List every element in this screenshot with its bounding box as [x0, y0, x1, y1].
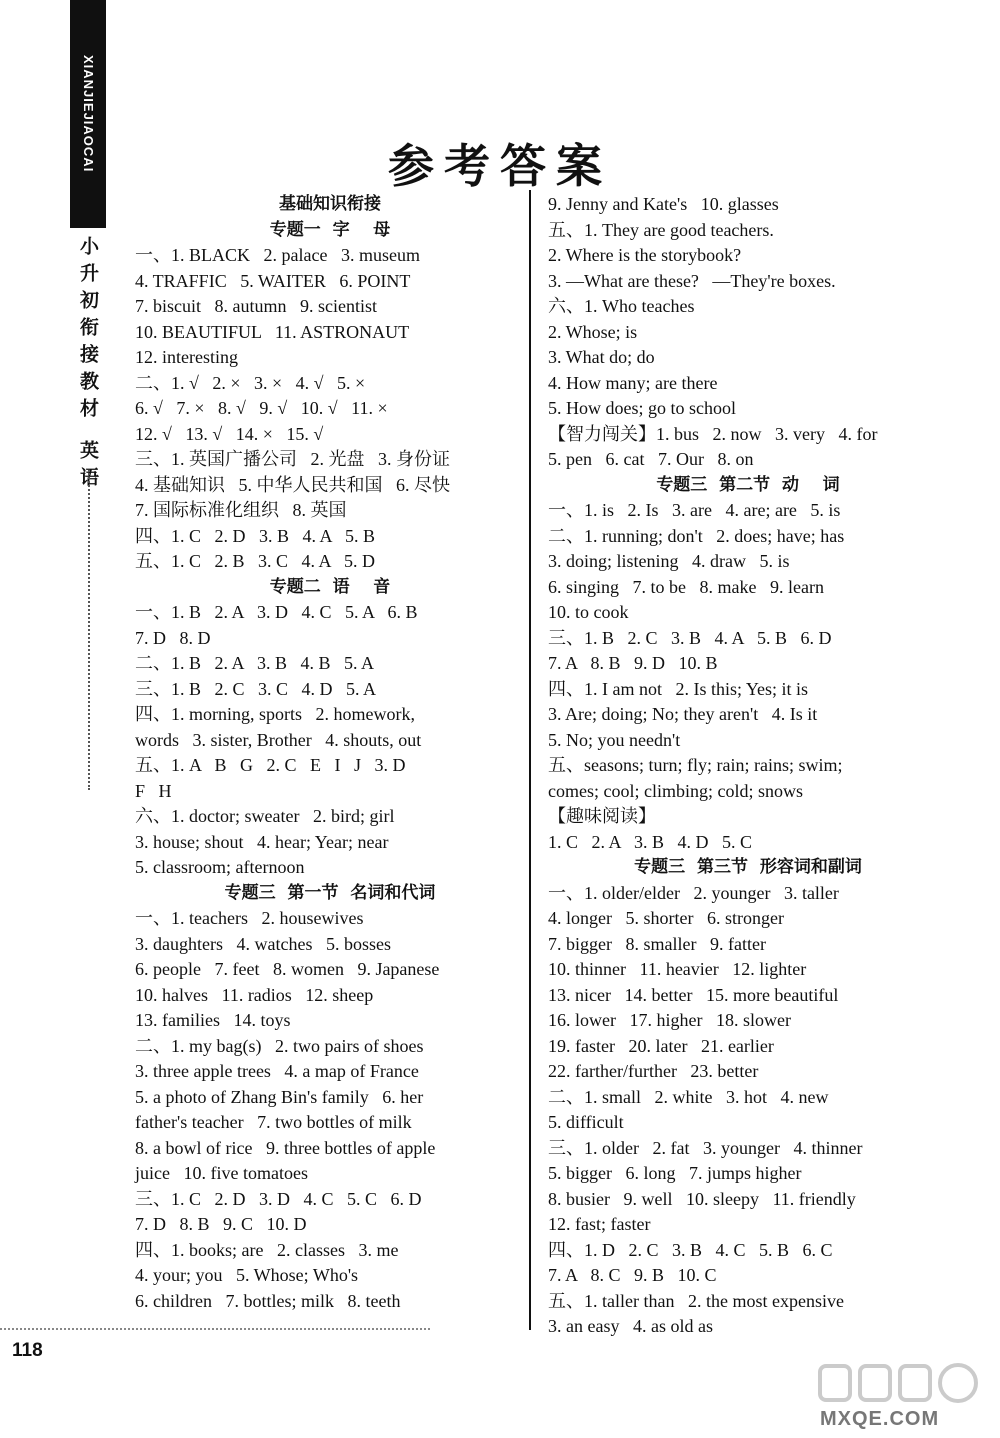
answer-line: 2. Where is the storybook?: [548, 245, 742, 265]
answer-line: 五、1. C 2. B 3. C 4. A 5. D: [135, 551, 376, 571]
answer-line: comes; cool; climbing; cold; snows: [548, 780, 803, 801]
answer-line: 六、1. doctor; sweater 2. bird; girl: [135, 806, 395, 826]
side-series-title: 小升初衔接教材 英语: [77, 236, 99, 494]
answer-line: 4. TRAFFIC 5. WAITER 6. POINT: [135, 270, 411, 291]
watermark-text: MXQE.COM: [820, 1408, 940, 1430]
answer-line: 五、seasons; turn; fly; rain; rains; swim;: [548, 755, 843, 775]
answer-line: 8. busier 9. well 10. sleepy 11. friendly: [548, 1188, 856, 1209]
answer-line: 7. biscuit 8. autumn 9. scientist: [135, 296, 377, 316]
answer-line: 12. √ 13. √ 14. × 15. √: [135, 423, 324, 444]
answer-line: 13. nicer 14. better 15. more beautiful: [548, 984, 839, 1005]
answer-line: 7. bigger 8. smaller 9. fatter: [548, 933, 766, 954]
answer-line: 三、1. C 2. D 3. D 4. C 5. C 6. D: [135, 1188, 422, 1209]
answer-line: 四、1. I am not 2. Is this; Yes; it is: [548, 678, 809, 699]
answer-line: 3. doing; listening 4. draw 5. is: [548, 551, 790, 571]
section-heading: 基础知识衔接: [279, 194, 381, 214]
answer-line: 6. singing 7. to be 8. make 9. learn: [548, 576, 824, 597]
answer-line: 【智力闯关】1. bus 2. now 3. very 4. for: [548, 423, 878, 444]
page-title: 参考答案: [388, 139, 612, 193]
answer-line: 3. house; shout 4. hear; Year; near: [135, 831, 389, 852]
answer-line: 4. How many; are there: [548, 372, 718, 393]
answer-line: 5. How does; go to school: [548, 398, 736, 418]
answer-line: 19. faster 20. later 21. earlier: [548, 1035, 774, 1056]
answer-line: words 3. sister, Brother 4. shouts, out: [135, 729, 422, 750]
answer-line: 3. three apple trees 4. a map of France: [135, 1061, 419, 1081]
answer-line: 12. fast; faster: [548, 1214, 651, 1234]
answer-line: 三、1. 英国广播公司 2. 光盘 3. 身份证: [135, 449, 450, 469]
answer-line: 5. a photo of Zhang Bin's family 6. her: [135, 1086, 424, 1107]
answer-line: 3. an easy 4. as old as: [548, 1316, 713, 1336]
answer-line: 三、1. older 2. fat 3. younger 4. thinner: [548, 1137, 863, 1158]
section-heading: 专题三 第二节 动 词: [656, 474, 840, 495]
answer-line: 10. to cook: [548, 602, 629, 622]
answer-line: 22. farther/further 23. better: [548, 1061, 759, 1081]
answer-line: 五、1. They are good teachers.: [548, 219, 774, 240]
answer-line: father's teacher 7. two bottles of milk: [135, 1112, 412, 1132]
answer-line: 一、1. older/elder 2. younger 3. taller: [548, 882, 839, 903]
section-heading: 专题二 语 音: [269, 576, 391, 597]
answer-line: 6. people 7. feet 8. women 9. Japanese: [135, 959, 440, 979]
answer-line: 10. thinner 11. heavier 12. lighter: [548, 959, 807, 979]
answer-line: 9. Jenny and Kate's 10. glasses: [548, 194, 779, 214]
answer-line: 5. pen 6. cat 7. Our 8. on: [548, 449, 754, 469]
answer-line: 二、1. my bag(s) 2. two pairs of shoes: [135, 1035, 424, 1056]
answer-line: 7. 国际标准化组织 8. 英国: [135, 500, 347, 520]
answer-line: 10. BEAUTIFUL 11. ASTRONAUT: [135, 321, 410, 342]
answer-line: 7. A 8. B 9. D 10. B: [548, 653, 718, 673]
right-column: [548, 192, 948, 1340]
answer-line: 一、1. is 2. Is 3. are 4. are; are 5. is: [548, 500, 841, 520]
answer-line: 4. your; you 5. Whose; Who's: [135, 1265, 359, 1285]
answer-line: 五、1. taller than 2. the most expensive: [548, 1290, 844, 1311]
section-heading: 专题一 字 母: [269, 219, 391, 240]
answer-line: 三、1. B 2. C 3. B 4. A 5. B 6. D: [548, 627, 832, 648]
answer-line: 3. daughters 4. watches 5. bosses: [135, 933, 391, 954]
answer-line: 六、1. Who teaches: [548, 296, 695, 316]
answer-line: 6. children 7. bottles; milk 8. teeth: [135, 1290, 401, 1311]
answer-line: 一、1. B 2. A 3. D 4. C 5. A 6. B: [135, 602, 418, 622]
answer-line: F H: [135, 780, 172, 801]
answer-line: 8. a bowl of rice 9. three bottles of apple: [135, 1137, 436, 1158]
answer-line: 五、1. A B G 2. C E I J 3. D: [135, 755, 406, 775]
answer-line: 5. difficult: [548, 1112, 624, 1132]
section-heading: 专题三 第一节 名词和代词: [224, 882, 436, 903]
side-series-latin: XIANJIEJIAOCAI: [81, 55, 96, 173]
footer-dotted-line: [0, 1328, 430, 1330]
answer-line: 3. What do; do: [548, 347, 655, 367]
answer-line: 16. lower 17. higher 18. slower: [548, 1010, 791, 1030]
answer-line: 5. classroom; afternoon: [135, 857, 305, 877]
answer-line: 3. —What are these? —They're boxes.: [548, 270, 836, 291]
answer-line: 二、1. running; don't 2. does; have; has: [548, 525, 845, 546]
answer-line: 7. A 8. C 9. B 10. C: [548, 1265, 717, 1285]
answer-line: 6. √ 7. × 8. √ 9. √ 10. √ 11. ×: [135, 398, 388, 418]
answer-line: 四、1. morning, sports 2. homework,: [135, 704, 415, 724]
answer-line: 四、1. C 2. D 3. B 4. A 5. B: [135, 525, 376, 546]
answer-line: 3. Are; doing; No; they aren't 4. Is it: [548, 704, 818, 724]
answer-line: 二、1. √ 2. × 3. × 4. √ 5. ×: [135, 372, 366, 393]
answer-line: 7. D 8. D: [135, 627, 211, 648]
answer-line: 10. halves 11. radios 12. sheep: [135, 984, 374, 1005]
column-divider: [529, 190, 531, 1330]
left-column: [135, 192, 525, 1314]
answer-line: 12. interesting: [135, 347, 238, 367]
side-dotted-line: [88, 470, 90, 790]
answer-line: juice 10. five tomatoes: [135, 1163, 308, 1183]
answer-line: 4. longer 5. shorter 6. stronger: [548, 908, 784, 928]
answer-line: 三、1. B 2. C 3. C 4. D 5. A: [135, 678, 377, 699]
answer-line: 1. C 2. A 3. B 4. D 5. C: [548, 831, 753, 852]
answer-line: 4. 基础知识 5. 中华人民共和国 6. 尽快: [135, 474, 450, 495]
answer-line: 5. bigger 6. long 7. jumps higher: [548, 1163, 802, 1183]
answer-line: 二、1. B 2. A 3. B 4. B 5. A: [135, 653, 375, 673]
answer-line: 四、1. D 2. C 3. B 4. C 5. B 6. C: [548, 1239, 833, 1260]
answer-line: 一、1. BLACK 2. palace 3. museum: [135, 245, 420, 265]
answer-line: 二、1. small 2. white 3. hot 4. new: [548, 1086, 829, 1107]
answer-line: 5. No; you needn't: [548, 729, 681, 750]
section-heading: 专题三 第三节 形容词和副词: [634, 857, 862, 877]
page-number: 118: [12, 1340, 43, 1361]
answer-line: 7. D 8. B 9. C 10. D: [135, 1214, 307, 1234]
answer-line: 四、1. books; are 2. classes 3. me: [135, 1239, 399, 1260]
answer-line: 2. Whose; is: [548, 321, 638, 342]
answer-line: 一、1. teachers 2. housewives: [135, 908, 364, 928]
answer-line: 【趣味阅读】: [548, 806, 656, 826]
answer-line: 13. families 14. toys: [135, 1010, 291, 1030]
